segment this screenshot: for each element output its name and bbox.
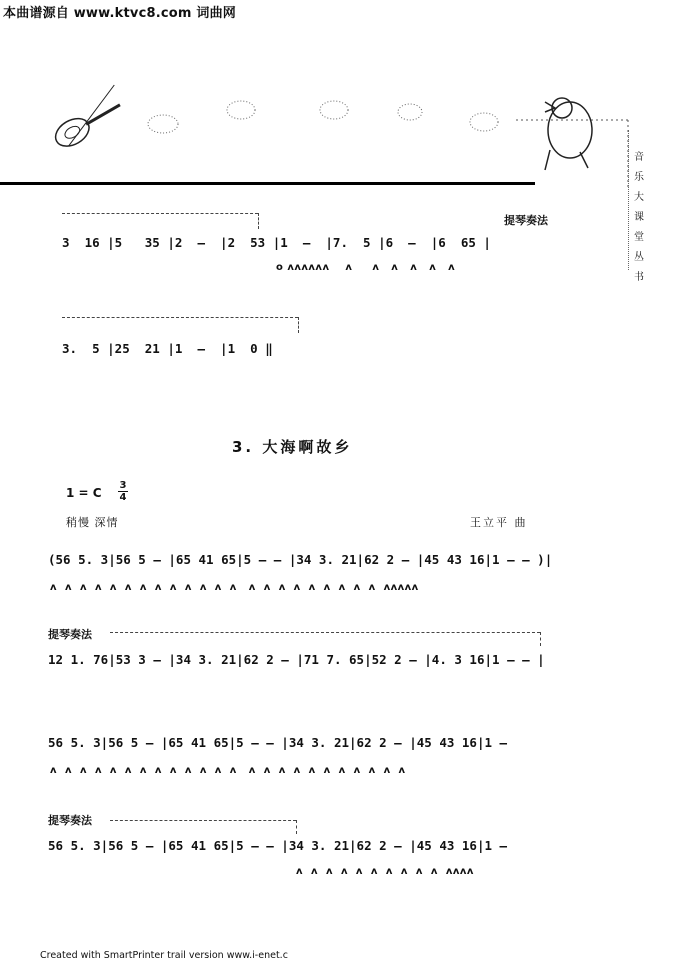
phrase-bracket bbox=[110, 820, 296, 821]
technique-label: 提琴奏法 bbox=[48, 628, 92, 641]
violin-icon bbox=[47, 85, 131, 152]
footer-text: Created with SmartPrinter trail version www.i-enet.c bbox=[40, 950, 288, 961]
phrase-bracket bbox=[258, 213, 259, 229]
notation-row: 3. 5 |25 21 |1 – |1 0 ‖ bbox=[62, 341, 273, 356]
side-border bbox=[628, 130, 630, 270]
technique-label: 提琴奏法 bbox=[48, 814, 92, 827]
phrase-bracket bbox=[62, 317, 298, 318]
phrase-bracket bbox=[62, 213, 258, 214]
decorative-illustration bbox=[0, 60, 640, 190]
phrase-bracket bbox=[540, 632, 541, 646]
tempo-marking: 稍慢 深情 bbox=[66, 516, 119, 529]
key-signature: 1 = C bbox=[66, 486, 102, 500]
side-title: 音乐大课堂丛书 bbox=[634, 152, 644, 283]
notation-row: (56 5. 3|56 5 – |65 41 65|5 – – |34 3. 21|62 2 – |45 43 16|1 – – )| bbox=[48, 552, 553, 567]
composer: 王立平 曲 bbox=[470, 516, 528, 529]
phrase-bracket bbox=[296, 820, 297, 834]
time-bottom: 4 bbox=[119, 492, 127, 503]
bowing-marks: o ʌʌʌʌʌʌ ʌ ʌ ʌ ʌ ʌ ʌ bbox=[276, 262, 456, 273]
song-title: 3. 大海啊故乡 bbox=[232, 438, 353, 456]
phrase-bracket bbox=[110, 632, 540, 633]
cartoon-bird-icon bbox=[545, 98, 592, 170]
bowing-marks: ʌ ʌ ʌ ʌ ʌ ʌ ʌ ʌ ʌ ʌ ʌ ʌ ʌ ʌ ʌ ʌ ʌ ʌ ʌ ʌ ʌ ʌ ʌʌʌʌʌ bbox=[50, 582, 419, 593]
cloud-icon bbox=[227, 101, 255, 119]
cloud-icon bbox=[148, 115, 178, 133]
header-watermark: 本曲谱源自 www.ktvc8.com 词曲网 bbox=[3, 6, 236, 21]
bowing-marks: ʌ ʌ ʌ ʌ ʌ ʌ ʌ ʌ ʌ ʌ ʌʌʌʌ bbox=[296, 866, 474, 877]
bowing-marks: ʌ ʌ ʌ ʌ ʌ ʌ ʌ ʌ ʌ ʌ ʌ ʌ ʌ ʌ ʌ ʌ ʌ ʌ ʌ ʌ ʌ ʌ ʌ ʌ bbox=[50, 765, 406, 776]
technique-label: 提琴奏法 bbox=[504, 214, 548, 227]
time-signature bbox=[118, 480, 128, 503]
cloud-icon bbox=[470, 113, 498, 131]
phrase-bracket bbox=[298, 317, 299, 333]
horizontal-rule bbox=[0, 182, 535, 185]
notation-row: 12 1. 76|53 3 – |34 3. 21|62 2 – |71 7. 65|52 2 – |4. 3 16|1 – – | bbox=[48, 652, 545, 667]
time-top: 3 bbox=[119, 480, 127, 491]
cloud-icon bbox=[320, 101, 348, 119]
cloud-icon bbox=[398, 104, 422, 120]
notation-row: 56 5. 3|56 5 – |65 41 65|5 – – |34 3. 21|62 2 – |45 43 16|1 – bbox=[48, 838, 508, 853]
notation-row: 56 5. 3|56 5 – |65 41 65|5 – – |34 3. 21|62 2 – |45 43 16|1 – bbox=[48, 735, 508, 750]
notation-row: 3 16 |5 35 |2 – |2 53 |1 – |7. 5 |6 – |6 65 | bbox=[62, 235, 491, 250]
